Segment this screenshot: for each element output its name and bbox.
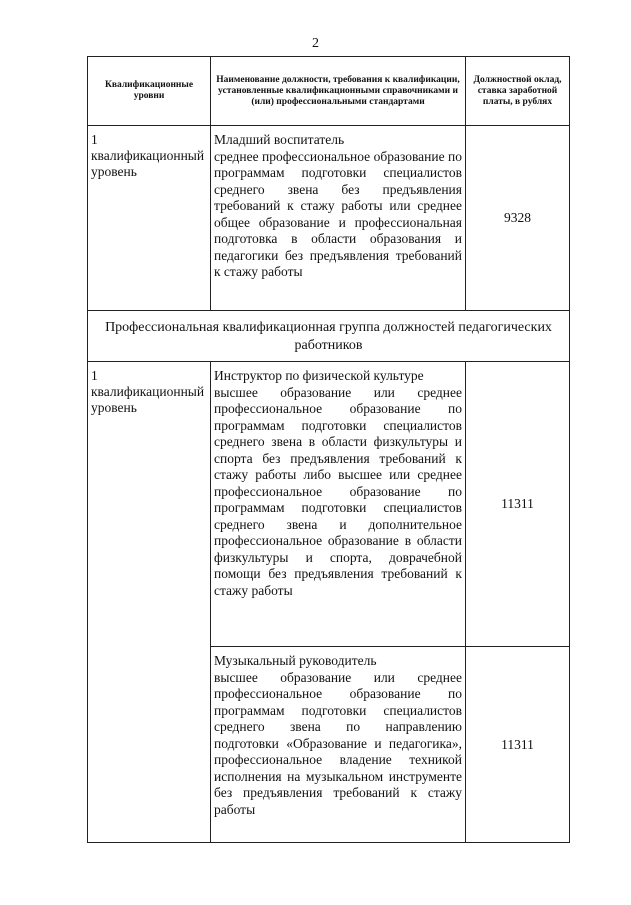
header-levels: Квалификационные уровни bbox=[88, 57, 211, 126]
position-requirements: высшее образование или среднее профессиональное образование по программам подготовки специалистов среднего звена по направлению подготовки «Образование и педагогика», профессиональное владение техникой исполнения на музыкальном инструменте без предъявления требований к стажу работы bbox=[214, 669, 462, 817]
position-title: Инструктор по физической культуре bbox=[214, 368, 424, 383]
page-number: 2 bbox=[312, 36, 319, 51]
table-row bbox=[88, 362, 570, 647]
salary-cell: 11311 bbox=[466, 362, 570, 647]
position-cell bbox=[211, 647, 466, 843]
table-header-row bbox=[88, 57, 570, 126]
level-cell: 1 квалификационный уровень bbox=[88, 126, 211, 311]
group-heading: Профессиональная квалификационная группа должностей педагогических работников bbox=[88, 311, 570, 362]
position-title: Младший воспитатель bbox=[214, 132, 345, 147]
position-title: Музыкальный руководитель bbox=[214, 653, 377, 668]
position-cell bbox=[211, 126, 466, 311]
position-cell bbox=[211, 362, 466, 647]
salary-cell: 11311 bbox=[466, 647, 570, 843]
level-cell: 1 квалификационный уровень bbox=[88, 362, 211, 843]
header-salary: Должностной оклад, ставка заработной платы, в рублях bbox=[466, 57, 570, 126]
header-position-requirements: Наименование должности, требования к квалификации, установленные квалификационными справочниками и (или) профессиональными стандартами bbox=[211, 57, 466, 126]
salary-cell: 9328 bbox=[466, 126, 570, 311]
group-heading-row bbox=[88, 311, 570, 362]
position-requirements: высшее образование или среднее профессиональное образование по программам подготовки специалистов среднего звена в области физкультуры и спорта без предъявления требований к стажу работы либо высшее или среднее профессиональное образование по программам подготовки специалистов среднего звена и дополнительное профессиональное образование в области физкультуры и спорта, доврачебной помощи без предъявления требований к стажу работы bbox=[214, 384, 462, 598]
position-requirements: среднее профессиональное образование по программам подготовки специалистов среднего звена без предъявления требований к стажу работы или среднее общее образование и профессиональная подготовка в области образования и педагогики без предъявления требований к стажу работы bbox=[214, 148, 462, 279]
qualification-table bbox=[87, 56, 570, 843]
table-row bbox=[88, 126, 570, 311]
